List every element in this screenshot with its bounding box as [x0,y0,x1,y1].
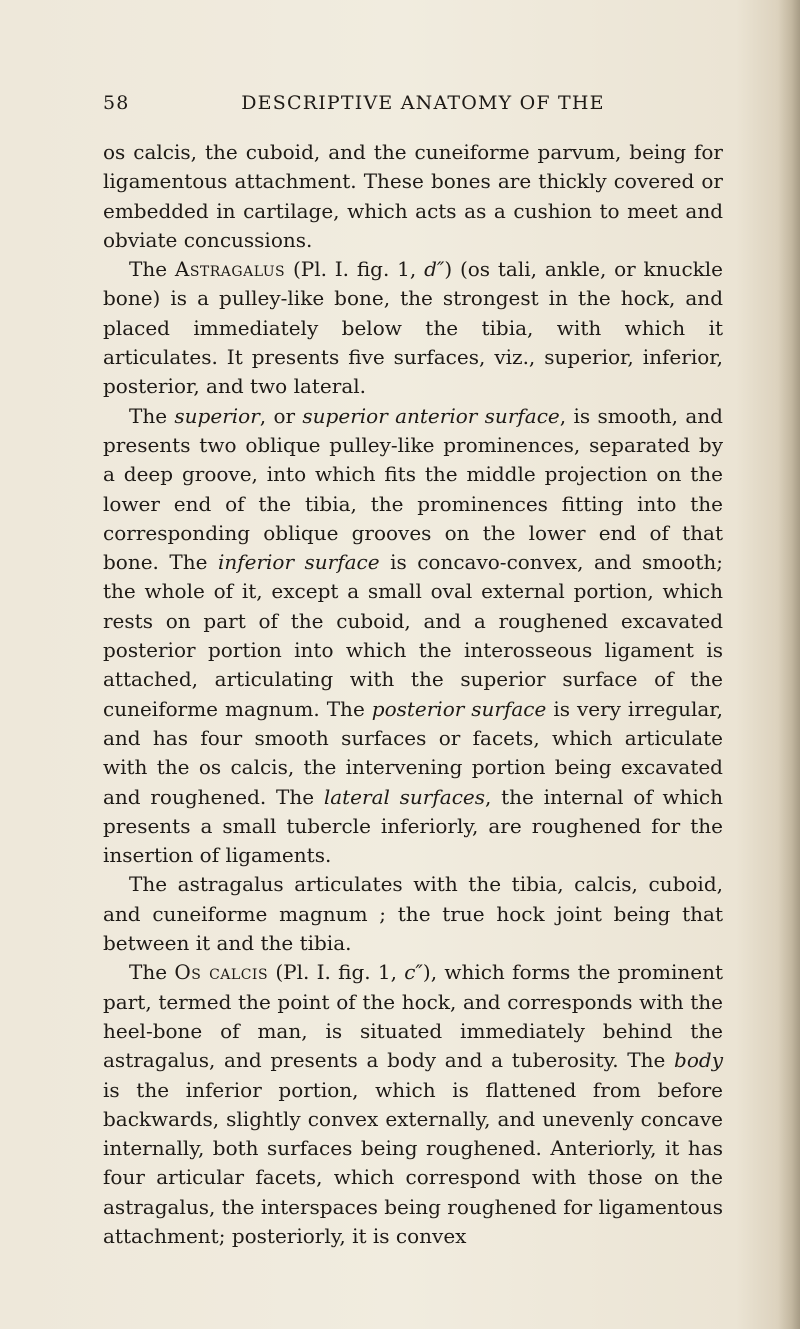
term-posterior-surface: posterior surface [371,696,547,721]
paragraph-surfaces: The superior, or superior anterior surface, is smooth, and presents two oblique pulley-like prominences, separated by a deep groove, into which fits the middle projection on the lower end of the tibia, the prominences fitting into the corresponding oblique grooves on the lower end of that bone. The inferior surface is concavo-convex, and smooth; the whole of it, except a small oval external portion, which rests on part of the cuboid, and a roughened excavated posterior portion into which the interosseous ligament is attached, articulating with the superior surface of the cuneiforme magnum. The posterior surface is very irregular, and has four smooth surfaces or facets, which articulate with the os calcis, the intervening portion being excavated and roughened. The lateral surfaces, the internal of which presents a small tubercle inferiorly, are roughened for the insertion of ligaments. [103,403,724,868]
page-number: 58 [103,92,130,114]
page-header [103,92,723,122]
term-superior: superior [174,403,260,428]
paragraph-os-calcis: The Os calcis (Pl. I. fig. 1, c″), which forms the prominent part, termed the point of the hock, and corresponds with the heel-bone of man, is situated immediately behind the astragalus, and presents a body and a tuberosity. The body is the inferior portion, which is flattened from before backwards, slightly convex externally, and unevenly concave internally, both surfaces being roughened. Anteriorly, it has four articular facets, which correspond with those on the astragalus, the interspaces being roughened for ligamentous attachment; posteriorly, it is convex [103,960,723,1248]
body-text [103,138,723,1251]
term-inferior-surface: inferior surface [217,550,380,575]
paragraph-continuation: os calcis, the cuboid, and the cuneiforme parvum, being for ligamentous attachment. These bones are thickly covered or embedded in cartilage, which acts as a cushion to meet and obviate concussions. [103,140,723,252]
term-body: body [674,1048,723,1073]
paragraph-articulations: The astragalus articulates with the tibia, calcis, cuboid, and cuneiforme magnum ; the true hock joint being that between it and the tibia. [103,872,723,956]
term-astragalus: Astragalus [174,257,286,282]
page-edge-shadow [778,0,800,1329]
term-os-calcis: Os calcis [174,960,269,985]
paragraph-astragalus: The Astragalus (Pl. I. fig. 1, d″) (os tali, ankle, or knuckle bone) is a pulley-like bone, the strongest in the hock, and placed immediately below the tibia, with which it articulates. It presents five surfaces, viz., superior, inferior, posterior, and two lateral. [103,257,723,399]
figure-ref-d: d″ [424,257,445,282]
term-superior-anterior-surface: superior anterior surface [302,403,560,428]
running-head: DESCRIPTIVE ANATOMY OF THE [241,92,605,114]
figure-ref-c: c″ [404,960,423,985]
term-lateral-surfaces: lateral surfaces [323,784,485,809]
